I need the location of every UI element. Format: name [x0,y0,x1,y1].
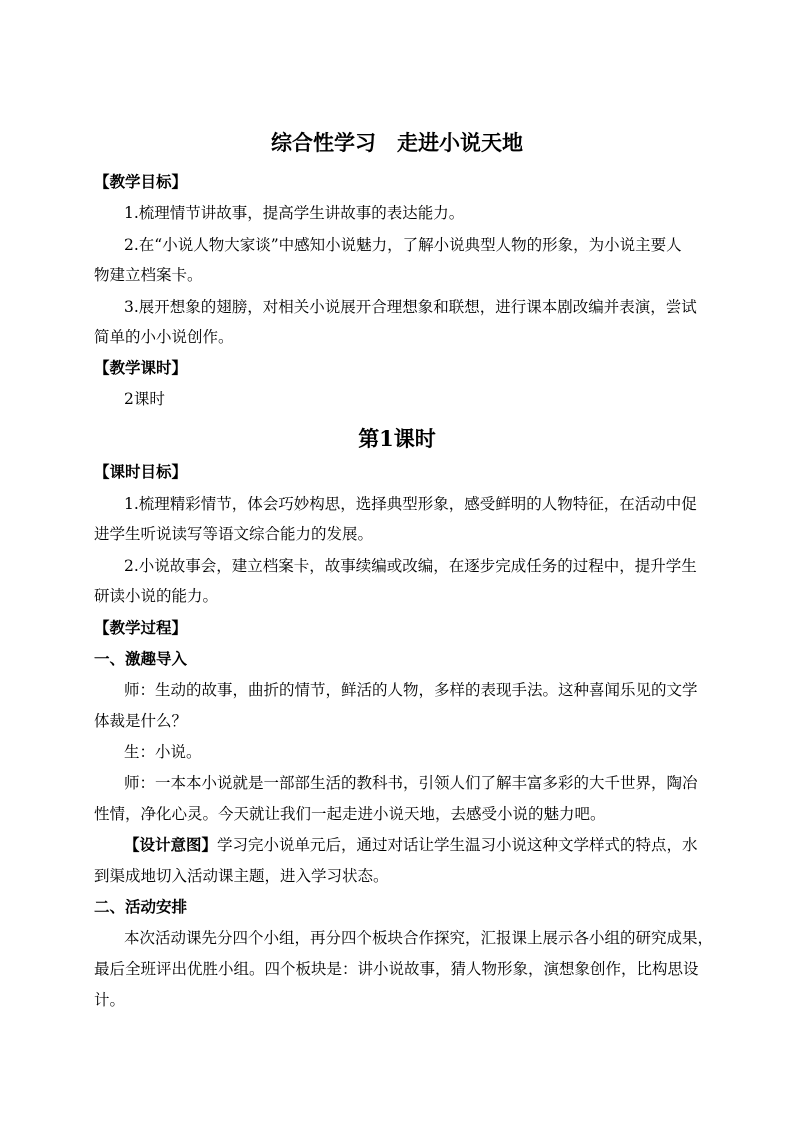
design-intent-tag: 【设计意图】 [124,835,218,854]
activity-paragraph-line1: 本次活动课先分四个小组，再分四个板块合作探究，汇报课上展示各小组的研究成果， [124,929,714,947]
lesson-goal-1-line2: 进学生听说读写等语文综合能力的发展。 [94,525,374,543]
lesson-goal-2-line2: 研读小说的能力。 [94,587,219,605]
subheading-intro: 一、激趣导入 [94,649,188,668]
subheading-activity: 二、活动安排 [94,897,188,916]
activity-paragraph-line3: 计。 [94,991,126,1009]
lesson-goal-2-line1: 2.小说故事会，建立档案卡，故事续编或改编，在逐步完成任务的过程中，提升学生 [124,557,697,575]
lesson-title: 第1课时 [358,426,436,451]
lesson-goals-heading: 【课时目标】 [94,462,188,481]
dialogue-teacher-1-line1: 师：生动的故事，曲折的情节，鲜活的人物，多样的表现手法。这种喜闻乐见的文学 [124,681,698,699]
teaching-goal-2-line2: 物建立档案卡。 [94,266,203,284]
teaching-goal-3-line1: 3.展开想象的翅膀，对相关小说展开合理想象和联想，进行课本剧改编并表演，尝试 [124,298,697,316]
design-intent-line1 [124,834,698,856]
document-title: 综合性学习 走进小说天地 [271,130,523,155]
dialogue-student-1: 生：小说。 [124,743,202,761]
teaching-hours-heading: 【教学课时】 [94,358,188,377]
dialogue-teacher-2-line1: 师：一本本小说就是一部部生活的教科书，引领人们了解丰富多彩的大千世界，陶冶 [124,774,698,792]
teaching-hours-text: 2课时 [124,390,165,408]
lesson-goal-1-line1: 1.梳理精彩情节，体会巧妙构思，选择典型形象，感受鲜明的人物特征，在活动中促 [124,495,697,513]
activity-paragraph-line2: 最后全班评出优胜小组。四个板块是：讲小说故事，猜人物形象，演想象创作，比构思设 [94,960,699,978]
design-intent-text: 学习完小说单元后，通过对话让学生温习小说这种文学样式的特点，水 [217,836,698,854]
dialogue-teacher-1-line2: 体裁是什么？ [94,712,188,730]
teaching-goal-1: 1.梳理情节讲故事，提高学生讲故事的表达能力。 [124,204,465,222]
dialogue-teacher-2-line2: 性情，净化心灵。今天就让我们一起走进小说天地，去感受小说的魅力吧。 [94,805,606,823]
teaching-process-heading: 【教学过程】 [94,618,188,637]
teaching-goal-3-line2: 简单的小小说创作。 [94,328,234,346]
design-intent-line2: 到渠成地切入活动课主题，进入学习状态。 [94,867,389,885]
teaching-goals-heading: 【教学目标】 [94,172,188,191]
teaching-goal-2-line1: 2.在“小说人物大家谈”中感知小说魅力，了解小说典型人物的形象，为小说主要人 [124,236,682,254]
